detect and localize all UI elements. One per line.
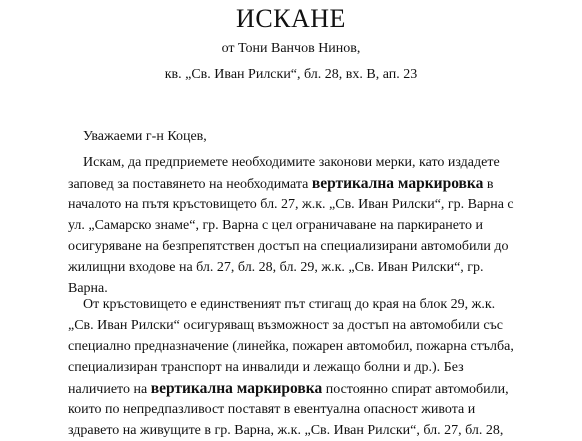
paragraph-1-line-4: ул. „Самарско знаме“, гр. Варна с цел ограничаване на паркирането и [68,218,483,233]
sender-address: кв. „Св. Иван Рилски“, бл. 28, вх. В, ап. 23 [164,67,418,82]
bold-term: вертикална маркировка [311,175,484,192]
paragraph-2-line-3: специално предназначение (линейка, пожарен автомобил, пожарна стълба, [68,339,514,354]
paragraph-1-line-3: началото на пътя кръстовището бл. 27, ж.к. „Св. Иван Рилски“, гр. Варна с [68,197,514,212]
paragraph-2-line-7: здравето на живущите в гр. Варна, ж.к. „Св. Иван Рилски“, бл. 27, бл. 28, [68,423,504,438]
paragraph-1-line-6: жилищни входове на бл. 27, бл. 28, бл. 29, ж.к. „Св. Иван Рилски“, гр. [68,260,484,275]
paragraph-1-line-5: осигуряване на безпрепятствен достъп на специализирани автомобили до [68,239,509,254]
paragraph-1-line-7: Варна. [68,281,108,296]
paragraph-2-line-2: „Св. Иван Рилски“ осигуряващ възможност за достъп на автомобили със [68,318,503,333]
paragraph-1 [68,152,554,299]
text-span: наличието на [68,382,151,397]
salutation: Уважаеми г-н Коцев, [83,129,207,144]
bold-term: вертикална маркировка [150,380,323,397]
paragraph-2-line-4: специализиран транспорт на инвалиди и лежащо болни и др.). Без [68,360,464,375]
paragraph-1-line-1: Искам, да предприемете необходимите законови мерки, като издадете [83,155,500,170]
text-span: в [483,177,494,192]
paragraph-2-line-6: които по непредпазливост поставят в евентуална опасност живота и [68,402,476,417]
paragraph-2-line-1: От кръстовището е единственият път стигащ до края на блок 29, ж.к. [83,297,496,312]
text-span: заповед за поставянето на необходимата [68,177,312,192]
document-title: ИСКАНЕ [236,4,346,33]
sender-name: от Тони Ванчов Нинов, [221,41,361,56]
paragraph-1-line-2 [68,173,554,194]
paragraph-2-line-5 [68,378,554,399]
paragraph-2 [68,294,554,441]
text-span: постоянно спират автомобили, [322,382,509,397]
